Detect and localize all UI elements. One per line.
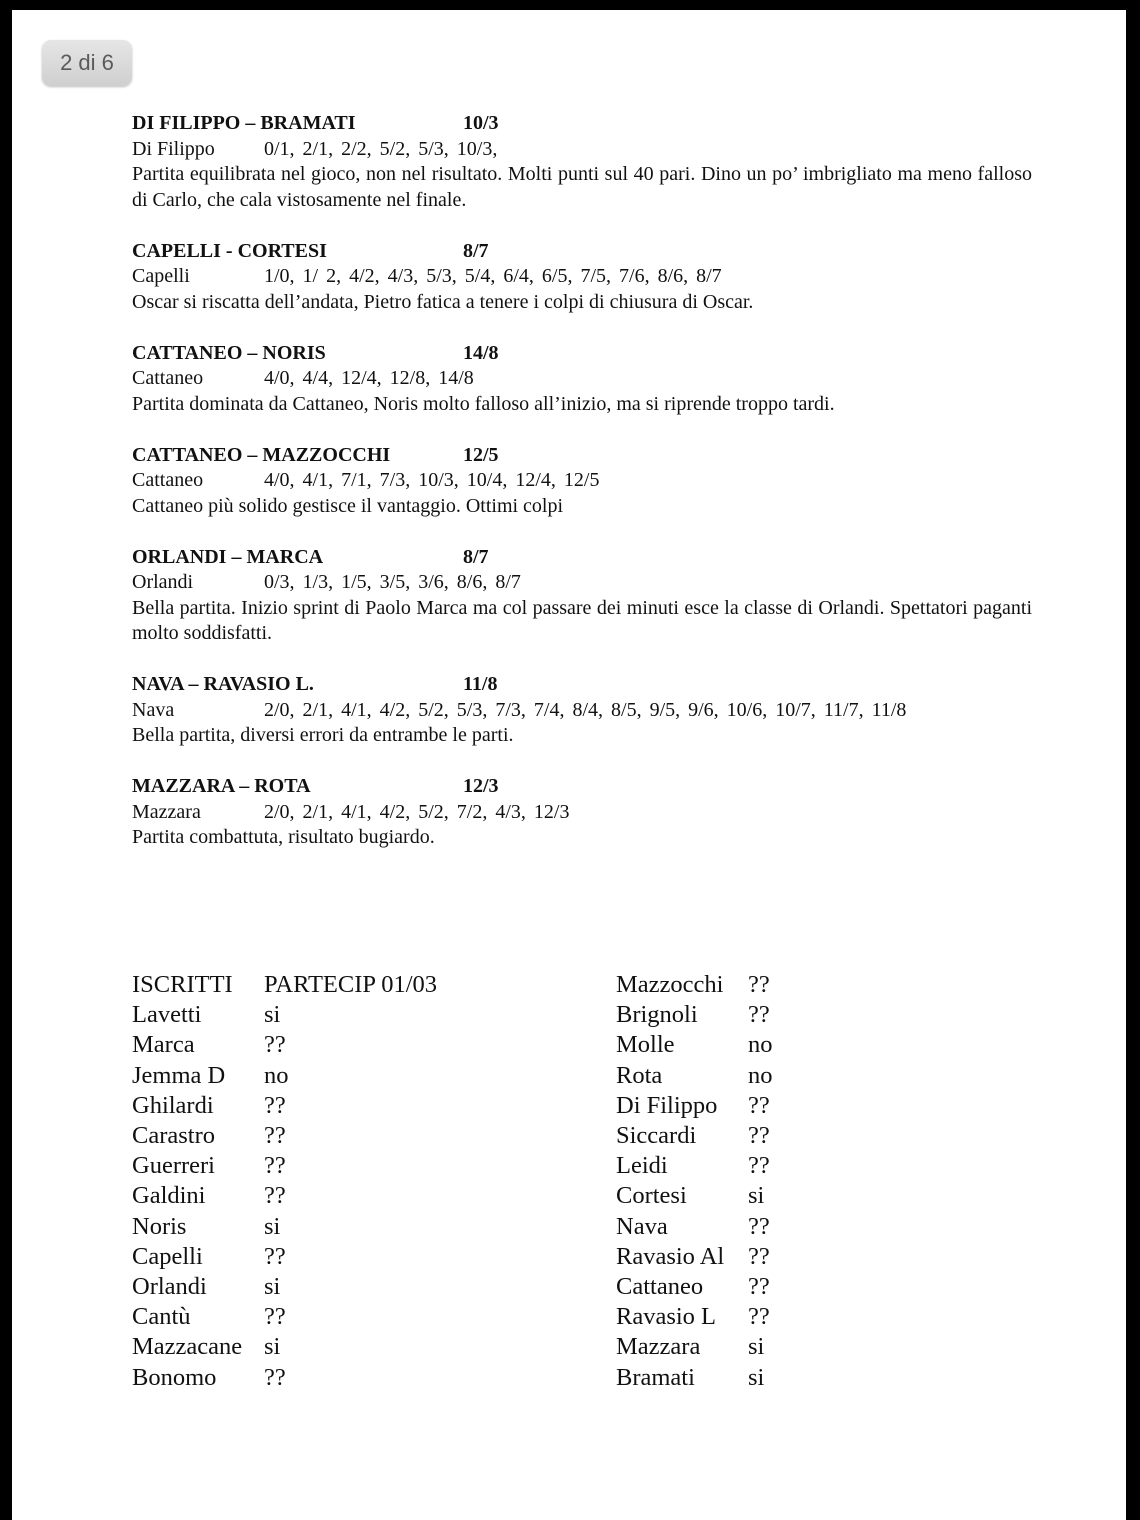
match-report	[132, 341, 1032, 418]
roster-row	[132, 1363, 437, 1393]
roster-row	[132, 1030, 437, 1060]
match-title	[132, 443, 1032, 469]
participation-status: ??	[748, 1273, 770, 1301]
match-score-line	[132, 137, 1032, 163]
participation-status: ??	[748, 1303, 770, 1331]
match-score-line	[132, 366, 1032, 392]
match-sequence: 0/1, 2/1, 2/2, 5/2, 5/3, 10/3,	[264, 137, 498, 160]
participation-status: ??	[264, 1091, 286, 1119]
match-players: CAPELLI - CORTESI	[132, 239, 327, 262]
player-name: Siccardi	[616, 1122, 697, 1150]
participation-status: si	[748, 1333, 765, 1361]
roster-row	[616, 1091, 773, 1121]
match-players: CATTANEO – MAZZOCCHI	[132, 443, 391, 466]
player-name: Lavetti	[132, 1001, 202, 1029]
player-name: Mazzacane	[132, 1333, 243, 1361]
match-sequence: 1/0, 1/ 2, 4/2, 4/3, 5/3, 5/4, 6/4, 6/5, 7/5, 7/6, 8/6, 8/7	[264, 265, 722, 287]
participation-status: ??	[748, 1242, 770, 1270]
match-sequence: 4/0, 4/1, 7/1, 7/3, 10/3, 10/4, 12/4, 12/5	[264, 469, 600, 491]
participation-status: ??	[748, 1152, 770, 1180]
participation-status: ??	[748, 1122, 770, 1150]
player-name: Rota	[616, 1061, 663, 1089]
participation-status: no	[748, 1031, 773, 1059]
roster-row	[616, 970, 773, 1000]
roster-row	[132, 1302, 437, 1332]
document-page	[12, 10, 1126, 1520]
participation-status: ??	[264, 1363, 286, 1391]
player-name: Marca	[132, 1031, 195, 1059]
match-report	[132, 672, 1032, 749]
player-name: Carastro	[132, 1122, 215, 1150]
roster-row	[616, 1151, 773, 1181]
participation-status: ??	[748, 971, 770, 998]
match-report	[132, 443, 1032, 520]
roster-row	[132, 1272, 437, 1302]
roster-row	[132, 1000, 437, 1030]
match-comment: Bella partita, diversi errori da entrambe le parti.	[132, 724, 514, 746]
player-name: Cortesi	[616, 1182, 687, 1210]
roster-row	[616, 1061, 773, 1091]
match-result: 14/8	[463, 341, 499, 364]
match-winner: Orlandi	[132, 571, 194, 593]
participation-status: si	[748, 1363, 765, 1391]
participation-status: ??	[264, 1152, 286, 1180]
player-name: Bonomo	[132, 1363, 217, 1391]
participation-status: si	[264, 1273, 281, 1301]
roster-row	[132, 1091, 437, 1121]
player-name: Noris	[132, 1212, 187, 1240]
match-result: 11/8	[463, 673, 498, 695]
participation-status: si	[748, 1182, 765, 1210]
roster-row	[616, 1363, 773, 1393]
match-sequence: 4/0, 4/4, 12/4, 12/8, 14/8	[264, 367, 474, 389]
player-name: Nava	[616, 1212, 668, 1240]
participation-status: ??	[748, 1091, 770, 1119]
match-report	[132, 545, 1032, 647]
match-score-line	[132, 570, 1032, 596]
player-name: Ravasio Al	[616, 1242, 725, 1270]
roster-header	[132, 970, 437, 1000]
match-comment: Partita combattuta, risultato bugiardo.	[132, 826, 435, 848]
match-report	[132, 111, 1032, 213]
roster-row	[132, 1181, 437, 1211]
roster-row	[132, 1332, 437, 1362]
match-score-line	[132, 468, 1032, 494]
match-title	[132, 111, 1032, 137]
match-title	[132, 341, 1032, 367]
participation-status: ??	[264, 1031, 286, 1059]
participation-status: ??	[264, 1303, 286, 1331]
match-title	[132, 672, 1032, 698]
roster-row	[616, 1121, 773, 1151]
player-name: Mazzara	[616, 1333, 701, 1361]
match-winner: Mazzara	[132, 800, 201, 823]
match-winner: Nava	[132, 698, 175, 721]
participation-status: ??	[264, 1242, 286, 1270]
match-players: DI FILIPPO – BRAMATI	[132, 112, 356, 134]
participation-status: ??	[264, 1122, 286, 1150]
match-players: CATTANEO – NORIS	[132, 341, 326, 364]
roster-row	[616, 1181, 773, 1211]
roster-row	[132, 1061, 437, 1091]
match-result: 8/7	[463, 545, 489, 568]
match-sequence: 0/3, 1/3, 1/5, 3/5, 3/6, 8/6, 8/7	[264, 571, 521, 593]
match-result: 12/3	[463, 775, 499, 797]
match-winner: Cattaneo	[132, 367, 204, 389]
match-sequence: 2/0, 2/1, 4/1, 4/2, 5/2, 7/2, 4/3, 12/3	[264, 800, 570, 823]
player-name: Mazzocchi	[616, 971, 724, 998]
match-score-line	[132, 698, 1032, 724]
match-comment: Cattaneo più solido gestisce il vantaggio. Ottimi colpi	[132, 494, 564, 517]
player-name: Galdini	[132, 1182, 206, 1210]
match-players: NAVA – RAVASIO L.	[132, 673, 314, 695]
player-name: Di Filippo	[616, 1091, 718, 1119]
roster-row	[132, 1151, 437, 1181]
match-comment: Oscar si riscatta dell’andata, Pietro fatica a tenere i colpi di chiusura di Oscar.	[132, 290, 754, 313]
player-name: Orlandi	[132, 1273, 207, 1301]
match-score-line	[132, 800, 1032, 826]
participation-status: no	[264, 1061, 289, 1089]
roster-row	[616, 1272, 773, 1302]
player-name: Leidi	[616, 1152, 668, 1180]
participation-status: no	[748, 1061, 773, 1089]
roster-row	[132, 1212, 437, 1242]
roster-row	[616, 1000, 773, 1030]
match-title	[132, 774, 1032, 800]
match-sequence: 2/0, 2/1, 4/1, 4/2, 5/2, 5/3, 7/3, 7/4, 8/4, 8/5, 9/5, 9/6, 10/6, 10/7, 11/7, 11/8	[264, 698, 907, 721]
roster-header-name: ISCRITTI	[132, 971, 233, 998]
match-players: ORLANDI – MARCA	[132, 545, 324, 568]
player-name: Cattaneo	[616, 1273, 704, 1301]
participation-status: si	[264, 1212, 281, 1240]
roster-left-column	[132, 970, 437, 1393]
player-name: Guerreri	[132, 1152, 215, 1180]
match-result: 12/5	[463, 443, 499, 466]
match-winner: Di Filippo	[132, 137, 215, 160]
match-comment: Partita dominata da Cattaneo, Noris molto falloso all’inizio, ma si riprende troppo tardi.	[132, 392, 835, 415]
participation-status: ??	[264, 1182, 286, 1210]
match-reports	[132, 111, 1032, 876]
match-winner: Capelli	[132, 265, 190, 287]
match-report	[132, 774, 1032, 851]
player-name: Capelli	[132, 1242, 203, 1270]
roster-row	[616, 1212, 773, 1242]
match-title	[132, 545, 1032, 571]
page-indicator[interactable]: 2 di 6	[42, 40, 132, 86]
roster-row	[616, 1242, 773, 1272]
match-result: 10/3	[463, 112, 499, 134]
player-name: Ghilardi	[132, 1091, 214, 1119]
match-comment: Partita equilibrata nel gioco, non nel risultato. Molti punti sul 40 pari. Dino un po’ imbrigliato ma meno falloso di Carlo, che cala vistosamente nel finale.	[132, 163, 1032, 211]
roster-row	[616, 1332, 773, 1362]
player-name: Ravasio L	[616, 1303, 717, 1331]
match-score-line	[132, 264, 1032, 290]
match-comment: Bella partita. Inizio sprint di Paolo Marca ma col passare dei minuti esce la classe di Orlandi. Spettatori paganti molto soddisfatti.	[132, 596, 1032, 644]
roster-row	[132, 1242, 437, 1272]
participation-status: ??	[748, 1001, 770, 1029]
participation-status: ??	[748, 1212, 770, 1240]
player-name: Molle	[616, 1031, 675, 1059]
roster-row	[616, 1302, 773, 1332]
player-name: Cantù	[132, 1303, 191, 1331]
match-title	[132, 239, 1032, 265]
roster-row	[132, 1121, 437, 1151]
match-report	[132, 239, 1032, 316]
participation-status: si	[264, 1001, 281, 1029]
roster-right-column	[616, 970, 773, 1393]
match-players: MAZZARA – ROTA	[132, 775, 311, 797]
player-name: Brignoli	[616, 1001, 698, 1029]
roster-header-status: PARTECIP 01/03	[264, 971, 438, 998]
match-result: 8/7	[463, 239, 489, 262]
player-name: Bramati	[616, 1363, 695, 1391]
roster-row	[616, 1030, 773, 1060]
player-name: Jemma D	[132, 1061, 226, 1089]
participation-status: si	[264, 1333, 281, 1361]
match-winner: Cattaneo	[132, 469, 204, 491]
